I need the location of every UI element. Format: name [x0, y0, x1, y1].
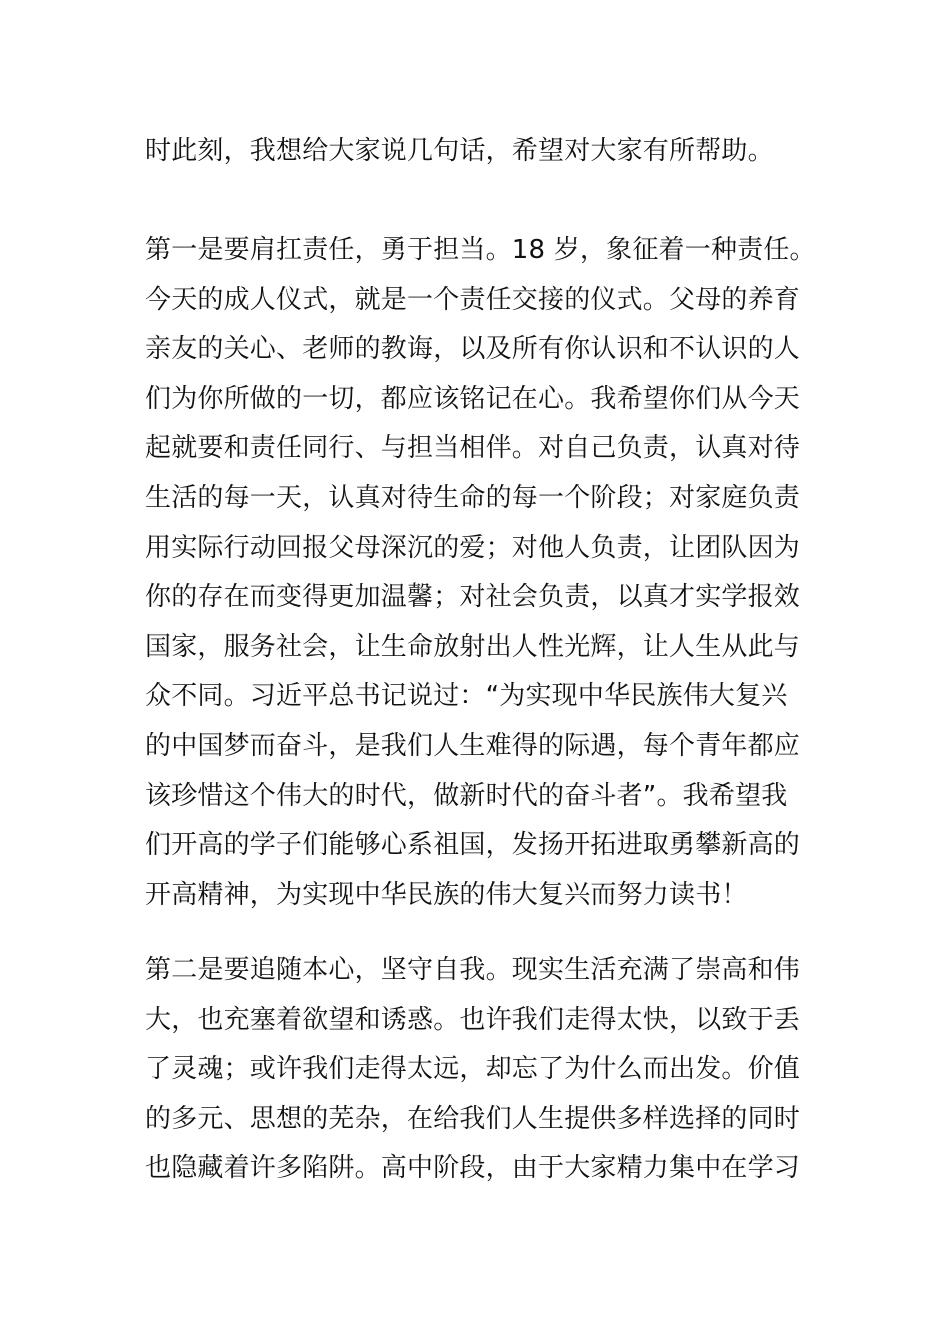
text-line: 生活的每一天，认真对待生命的每一个阶段；对家庭负责 [145, 482, 801, 513]
text-line: 众不同。习近平总书记说过：“为实现中华民族伟大复兴 [145, 681, 788, 712]
paragraph-responsibility [145, 226, 825, 920]
text-line: 用实际行动回报父母深沉的爱；对他人负责，让团队因为 [145, 532, 801, 563]
text-line: 大，也充塞着欲望和诱惑。也许我们走得太快，以致于丢 [145, 1004, 801, 1035]
text-line: 你的存在而变得更加温馨；对社会负责，以真才实学报效 [145, 582, 801, 613]
text-line: 第一是要肩扛责任，勇于担当。18 岁，象征着一种责任。 [145, 235, 816, 265]
text-line: 开高精神，为实现中华民族的伟大复兴而努力读书！ [145, 879, 748, 910]
text-line: 也隐藏着许多陷阱。高中阶段，由于大家精力集中在学习 [145, 1153, 801, 1184]
text-line: 国家，服务社会，让生命放射出人性光辉，让人生从此与 [145, 631, 801, 662]
text-line: 时此刻，我想给大家说几句话，希望对大家有所帮助。 [145, 136, 774, 166]
text-line: 第二是要追随本心，坚守自我。现实生活充满了崇高和伟 [145, 955, 801, 985]
paragraph-follow-heart [145, 946, 825, 1194]
text-line: 该珍惜这个伟大的时代，做新时代的奋斗者”。我希望我 [145, 780, 788, 811]
text-line: 今天的成人仪式，就是一个责任交接的仪式。父母的养育 [145, 284, 801, 315]
text-line: 亲友的关心、老师的教诲，以及所有你认识和不认识的人 [145, 334, 801, 365]
text-line: 了灵魂；或许我们走得太远，却忘了为什么而出发。价值 [145, 1054, 801, 1085]
text-line: 们开高的学子们能够心系祖国，发扬开拓进取勇攀新高的 [145, 830, 801, 861]
text-line: 起就要和责任同行、与担当相伴。对自己负责，认真对待 [145, 433, 801, 464]
text-line: 的多元、思想的芜杂，在给我们人生提供多样选择的同时 [145, 1103, 801, 1134]
paragraph-intro [145, 127, 825, 177]
text-line: 的中国梦而奋斗，是我们人生难得的际遇，每个青年都应 [145, 730, 801, 761]
text-line: 们为你所做的一切，都应该铭记在心。我希望你们从今天 [145, 383, 801, 414]
